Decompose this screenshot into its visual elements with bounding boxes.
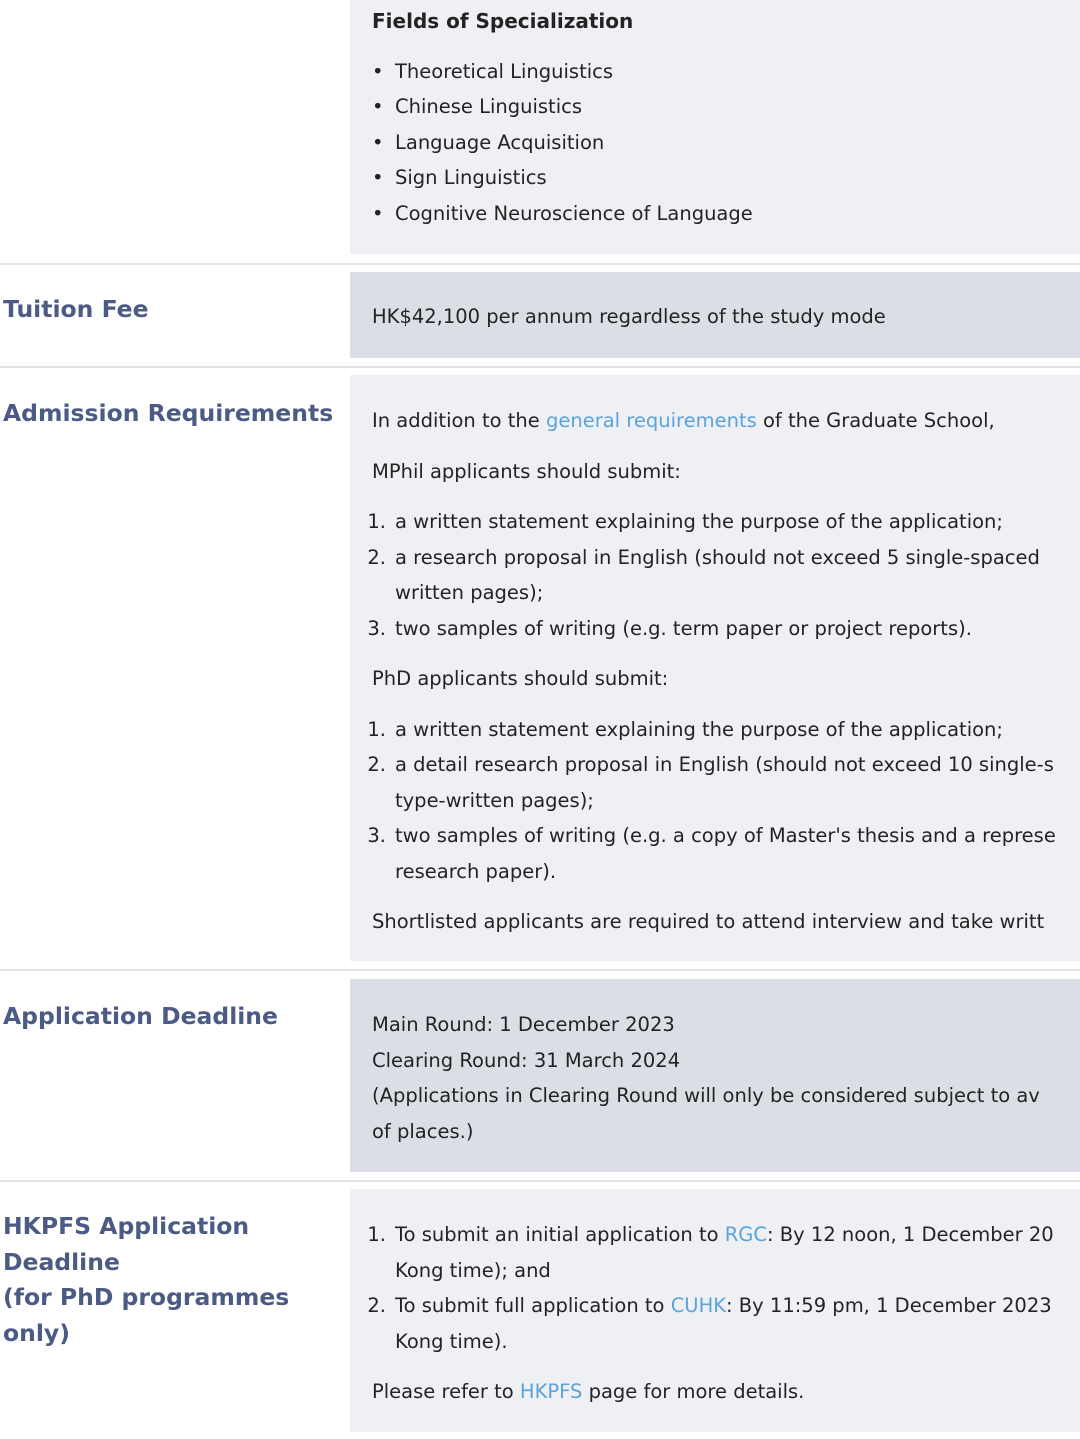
list-item: [372, 160, 1080, 196]
clearing-round: Clearing Round: 31 March 2024: [372, 1048, 681, 1072]
hkpfs-label-line: HKPFS Application: [3, 1212, 250, 1240]
clearing-note: of places.): [372, 1119, 474, 1143]
item-text: a research proposal in English (should not exceed 5 single-spaced: [395, 545, 1040, 569]
list-item: [367, 747, 1080, 818]
item-text: Kong time); and: [395, 1258, 551, 1282]
item-text: research paper).: [395, 859, 557, 883]
number-marker: 3.: [367, 616, 386, 640]
list-item: [367, 712, 1080, 748]
item-text: type-written pages);: [395, 788, 594, 812]
intro-text: In addition to the: [372, 409, 546, 432]
cuhk-link[interactable]: CUHK: [670, 1294, 727, 1317]
item-text: a written statement explaining the purpose of the application;: [395, 510, 1003, 533]
list-item: [367, 540, 1080, 611]
row-divider: [0, 1180, 1080, 1182]
specialization-cell: [350, 0, 1080, 254]
specialization-list: [372, 54, 1080, 232]
list-item: [372, 89, 1080, 125]
number-marker: 3.: [367, 824, 386, 847]
number-marker: 1.: [367, 510, 386, 533]
number-marker: 2.: [367, 545, 386, 569]
list-item: [367, 818, 1080, 889]
admission-cell: [350, 375, 1080, 961]
main-round: Main Round: 1 December 2023: [372, 1013, 675, 1036]
number-marker: 1.: [367, 1223, 386, 1246]
number-marker: 2.: [367, 753, 386, 776]
deadline-cell: [350, 979, 1080, 1172]
deadline-label: Application Deadline: [3, 1002, 278, 1030]
item-text: a written statement explaining the purpose of the application;: [395, 717, 1003, 741]
mphil-list: [367, 504, 1080, 646]
item-text: Kong time).: [395, 1329, 508, 1353]
item-text: To submit an initial application to: [395, 1223, 725, 1246]
phd-heading: PhD applicants should submit:: [372, 667, 669, 690]
admission-label: Admission Requirements: [3, 399, 334, 427]
specialization-item: Language Acquisition: [395, 130, 605, 154]
hkpfs-label-line: Deadline: [3, 1247, 120, 1276]
number-marker: 1.: [367, 717, 386, 741]
list-item: [367, 1288, 1080, 1359]
phd-list: [367, 712, 1080, 890]
row-divider: [0, 969, 1080, 971]
list-item: [367, 1217, 1080, 1288]
item-text: : By 12 noon, 1 December 20: [767, 1223, 1054, 1246]
tuition-value: HK$42,100 per annum regardless of the study mode: [372, 305, 886, 328]
hkpfs-list: [367, 1217, 1080, 1359]
shortlist-note: Shortlisted applicants are required to attend interview and take writt: [372, 910, 1045, 933]
tuition-label: Tuition Fee: [3, 295, 149, 323]
specialization-content: [372, 4, 1080, 231]
specialization-item: Cognitive Neuroscience of Language: [395, 201, 753, 225]
item-text: To submit full application to: [395, 1294, 671, 1317]
mphil-heading: MPhil applicants should submit:: [372, 459, 681, 483]
hkpfs-label-line: (for PhD programmes: [3, 1283, 290, 1311]
row-divider: [0, 263, 1080, 265]
list-item: [367, 504, 1080, 540]
list-item: [372, 196, 1080, 232]
list-item: [372, 125, 1080, 161]
specialization-item: Chinese Linguistics: [395, 95, 583, 118]
hkpfs-link[interactable]: HKPFS: [519, 1380, 583, 1403]
item-text: two samples of writing (e.g. term paper or project reports).: [395, 616, 972, 640]
bullet-marker: •: [372, 59, 384, 83]
list-item: [367, 611, 1080, 647]
admission-intro: [372, 403, 1080, 439]
item-text: : By 11:59 pm, 1 December 2023: [726, 1294, 1052, 1317]
bullet-marker: •: [372, 95, 384, 118]
refer-text: Please refer to: [372, 1380, 520, 1403]
number-marker: 2.: [367, 1294, 386, 1317]
refer-text: page for more details.: [582, 1380, 805, 1403]
rgc-link[interactable]: RGC: [724, 1223, 768, 1246]
specialization-title: Fields of Specialization: [372, 9, 634, 33]
hkpfs-cell: [350, 1189, 1080, 1432]
hkpfs-refer: [372, 1374, 1080, 1410]
bullet-marker: •: [372, 201, 384, 225]
hkpfs-label: [3, 1209, 333, 1351]
bullet-marker: •: [372, 130, 384, 154]
admission-content: [367, 403, 1080, 940]
deadline-content: [372, 1007, 1080, 1149]
row-divider: [0, 366, 1080, 368]
item-text: written pages);: [395, 581, 544, 604]
clearing-note: (Applications in Clearing Round will only be considered subject to av: [372, 1084, 1040, 1107]
item-text: two samples of writing (e.g. a copy of Master's thesis and a represe: [395, 824, 1056, 847]
intro-text: of the Graduate School,: [756, 409, 995, 432]
hkpfs-content: [367, 1217, 1080, 1410]
bullet-marker: •: [372, 166, 384, 189]
specialization-item: Sign Linguistics: [395, 166, 547, 189]
hkpfs-label-line: only): [3, 1318, 70, 1347]
list-item: [372, 54, 1080, 90]
item-text: a detail research proposal in English (should not exceed 10 single-s: [395, 753, 1054, 776]
tuition-cell: [350, 272, 1080, 358]
general-requirements-link[interactable]: general requirements: [545, 409, 757, 432]
specialization-item: Theoretical Linguistics: [395, 59, 614, 83]
